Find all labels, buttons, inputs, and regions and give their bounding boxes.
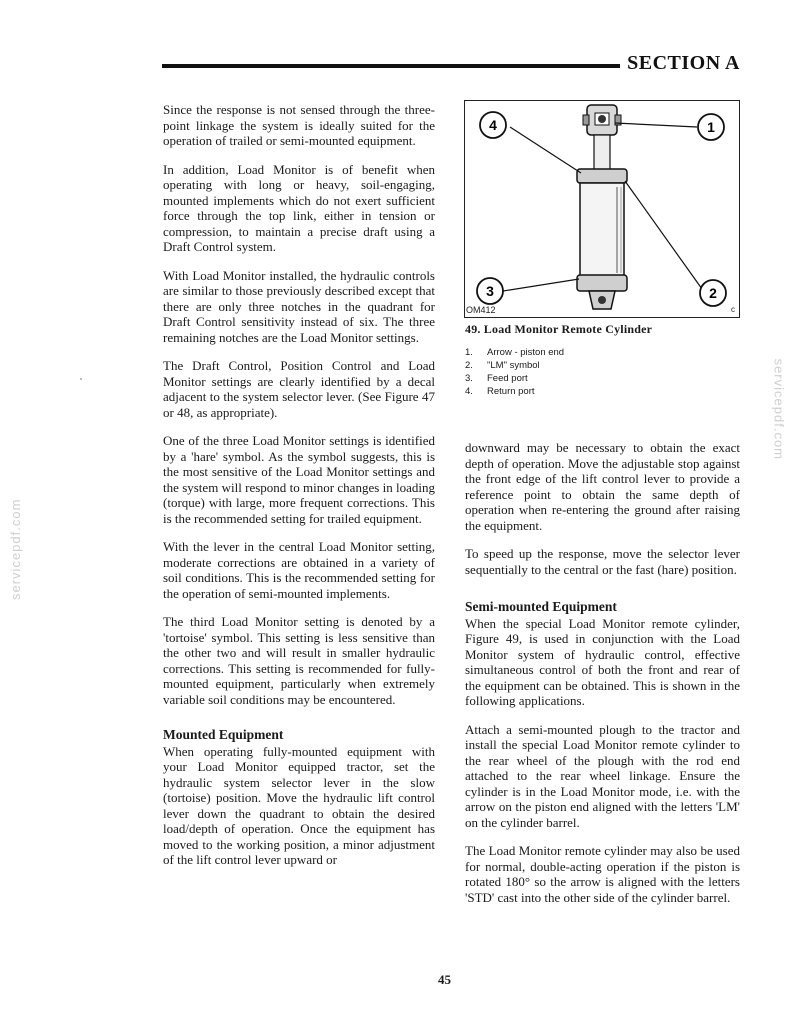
figure-legend — [465, 346, 564, 398]
semi-mounted-equipment-heading: Semi-mounted Equipment — [465, 599, 617, 614]
paragraph: To speed up the response, move the selector lever sequentially to the central or the fast (hare) position. — [465, 546, 740, 577]
legend-item: 1. Arrow - piston end — [465, 347, 565, 358]
paragraph: Since the response is not sensed through the three-point linkage the system is ideally suited for the operation of trailed or semi-mounted equipment. — [163, 102, 435, 148]
paragraph: With the lever in the central Load Monitor setting, moderate corrections are obtained in a variety of soil conditions. This is the recommended setting for the operation of semi-mounted implements. — [163, 539, 435, 601]
svg-text:4: 4 — [489, 117, 497, 133]
mounted-equipment-heading: Mounted Equipment — [163, 727, 284, 742]
paragraph: With Load Monitor installed, the hydraulic controls are similar to those previously described except that there are only three notches in the quadrant for Draft Control sensitivity instead of six. The three remaining notches are the Load Monitor settings. — [163, 267, 435, 345]
paragraph: When operating fully-mounted equipment with your Load Monitor equipped tractor, set the hydraulic system selector lever in the slow (tortoise) position. Move the hydraulic lift control lever down the quadrant to obtain the desired load/depth of operation. Once the equipment has moved to the working position, a minor adjustment of the lift control lever upward or — [163, 743, 435, 867]
paragraph: The third Load Monitor setting is denoted by a 'tortoise' symbol. This setting is less sensitive than the other two and will result in smaller hydraulic corrections. This setting is recommended for fully-mounted equipment, particularly when extremely variable soil conditions may be encountered. — [163, 614, 435, 707]
figure-code: OM412 — [466, 305, 496, 315]
figure-corner-mark: c — [731, 305, 735, 314]
header-rule — [162, 64, 620, 68]
callout-3 — [477, 278, 503, 304]
paragraph: Attach a semi-mounted plough to the tractor and install the special Load Monitor remote cylinder to the rear wheel of the plough with the rod end attached to the rear wheel linkage. Ensure the cylinder is in the Load Monitor mode, i.e. with the arrow on the piston end aligned with the letters 'LM' on the cylinder barrel. — [465, 721, 740, 830]
legend-item: 4. Return port — [465, 386, 535, 397]
callout-2 — [700, 280, 726, 306]
figure-caption: 49. Load Monitor Remote Cylinder — [465, 322, 653, 336]
svg-text:1: 1 — [707, 119, 715, 135]
paragraph: downward may be necessary to obtain the exact depth of operation. Move the adjustable stop against the front edge of the lift control lever to provide a reference point to obtain the same depth of operation when re-entering the ground after raising the equipment. — [465, 440, 740, 533]
section-title: SECTION A — [627, 52, 740, 74]
legend-item: 3. Feed port — [465, 373, 528, 384]
paragraph: One of the three Load Monitor settings is identified by a 'hare' symbol. As the symbol suggests, this is the most sensitive of the Load Monitor settings and the system will respond to minor changes in loading (torque) with large, more frequent corrections. This is the recommended setting for trailed equipment. — [163, 433, 435, 526]
margin-speck — [80, 378, 82, 380]
left-column — [163, 102, 435, 881]
watermark-left: servicepdf.com — [8, 498, 23, 600]
callout-4 — [480, 112, 506, 138]
right-column — [465, 440, 740, 918]
legend-item: 2. "LM" symbol — [465, 360, 540, 371]
paragraph: When the special Load Monitor remote cylinder, Figure 49, is used in conjunction with the Load Monitor system of hydraulic control, effective simultaneous control of both the front and rear of the equipment can be obtained. This is shown in the following applications. — [465, 615, 740, 708]
paragraph: In addition, Load Monitor is of benefit when operating with long or heavy, soil-engaging, mounted implements which do not exert sufficient force through the top link, either in tension or compression, to maintain a precise draft using a Draft Control system. — [163, 161, 435, 254]
paragraph: The Draft Control, Position Control and Load Monitor settings are clearly identified by a decal adjacent to the system selector lever. (See Figure 47 or 48, as appropriate). — [163, 358, 435, 420]
watermark-right: servicepdf.com — [771, 358, 786, 460]
paragraph: The Load Monitor remote cylinder may also be used for normal, double-acting operation if the piston is rotated 180° so the arrow is aligned with the letters 'STD' cast into the other side of the cylinder barrel. — [465, 843, 740, 905]
cylinder-illustration — [465, 101, 738, 316]
svg-text:2: 2 — [709, 285, 717, 301]
page-number: 45 — [438, 972, 451, 987]
callout-1 — [698, 114, 724, 140]
figure-49-frame — [464, 100, 740, 318]
svg-text:3: 3 — [486, 283, 494, 299]
